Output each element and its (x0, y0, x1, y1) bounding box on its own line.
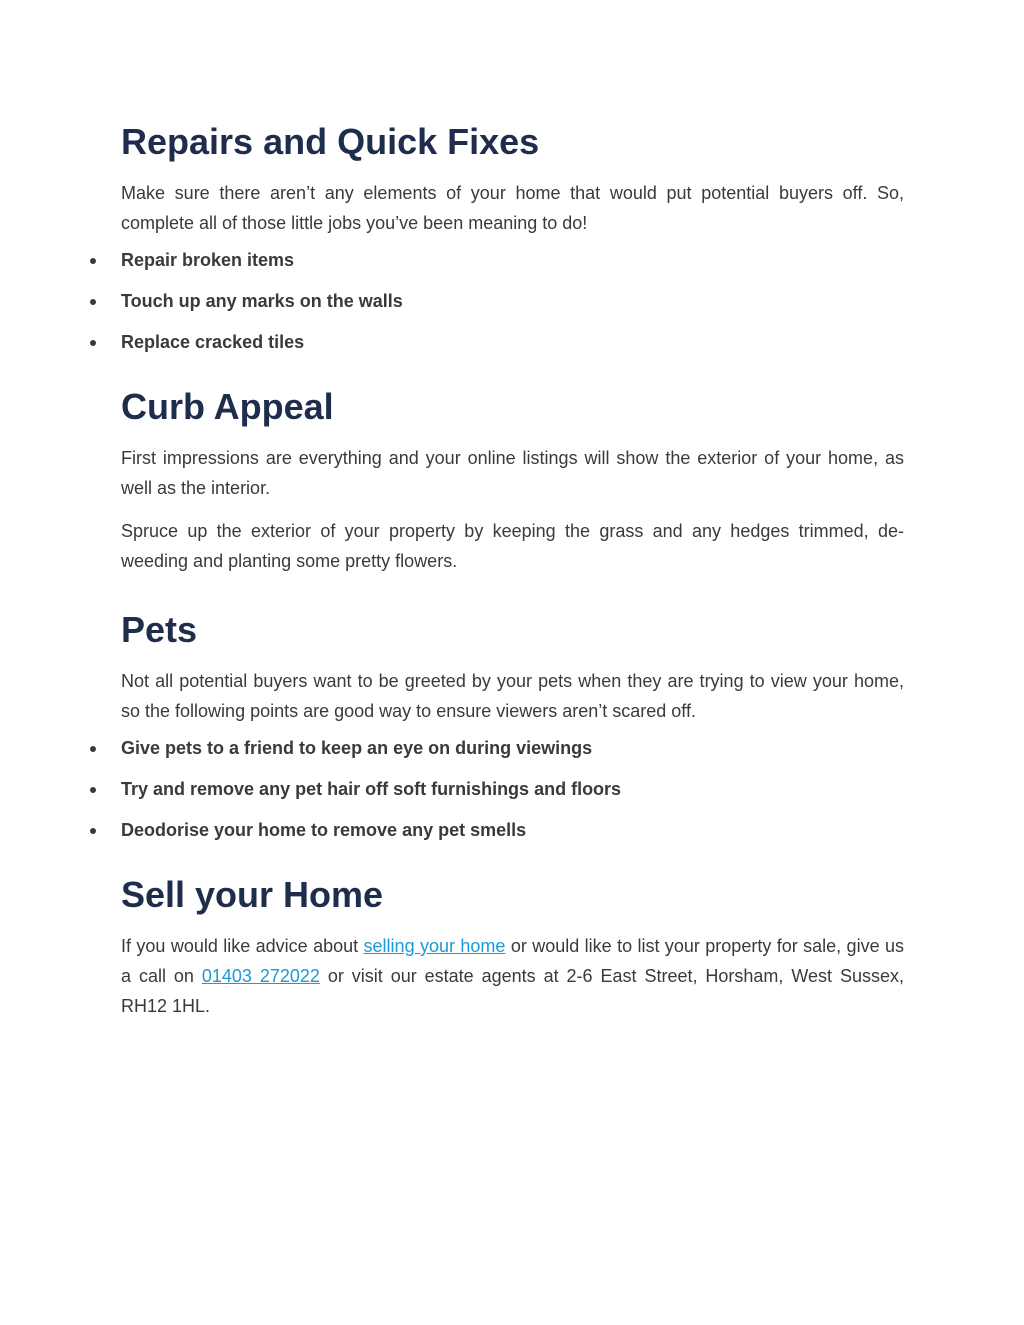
list-item-text: Deodorise your home to remove any pet smells (121, 820, 527, 840)
list-item (121, 737, 904, 759)
list-item-text: Give pets to a friend to keep an eye on during viewings (121, 738, 593, 758)
contact-paragraph (121, 931, 904, 1021)
list-item-text: Try and remove any pet hair off soft furnishings and floors (121, 779, 622, 799)
section-paragraph: Spruce up the exterior of your property by keeping the grass and any hedges trimmed, de-weeding and planting some pretty flowers. (121, 521, 904, 571)
contact-text: If you would like advice about (121, 936, 364, 956)
selling-your-home-link[interactable]: selling your home (363, 936, 506, 956)
contact-text: or would like to list your property for sale, give us a call on (121, 936, 904, 986)
list-item (121, 331, 904, 353)
list-item-text: Replace cracked tiles (121, 332, 305, 352)
bullet-icon (90, 299, 96, 305)
bullet-icon (90, 340, 96, 346)
bullet-list (121, 249, 904, 353)
list-item-text: Touch up any marks on the walls (121, 291, 403, 311)
list-item-text: Repair broken items (121, 250, 295, 270)
list-item (121, 290, 904, 312)
section-paragraph: First impressions are everything and your online listings will show the exterior of your home, as well as the interior. (121, 448, 904, 498)
bullet-icon (90, 787, 96, 793)
bullet-icon (90, 828, 96, 834)
section-paragraph: Not all potential buyers want to be greeted by your pets when they are trying to view your home, so the following points are good way to ensure viewers aren’t scared off. (121, 671, 904, 721)
section-pets (121, 606, 904, 841)
bullet-icon (90, 258, 96, 264)
section-repairs (121, 118, 904, 353)
list-item (121, 819, 904, 841)
section-heading: Repairs and Quick Fixes (121, 121, 540, 162)
list-item (121, 778, 904, 800)
phone-number-link[interactable]: 01403 272022 (201, 966, 320, 986)
document-content (121, 118, 904, 1046)
list-item (121, 249, 904, 271)
bullet-icon (90, 746, 96, 752)
section-heading: Pets (121, 609, 198, 650)
section-paragraph: Make sure there aren’t any elements of your home that would put potential buyers off. So, complete all of those little jobs you’ve been meaning to do! (121, 183, 904, 233)
section-curb-appeal (121, 383, 904, 576)
contact-text: or visit our estate agents at 2-6 East Street, Horsham, West Sussex, RH12 1HL. (121, 966, 905, 1016)
bullet-list (121, 737, 904, 841)
section-heading: Curb Appeal (121, 386, 334, 427)
section-sell-your-home (121, 871, 904, 1021)
section-heading: Sell your Home (121, 874, 384, 915)
